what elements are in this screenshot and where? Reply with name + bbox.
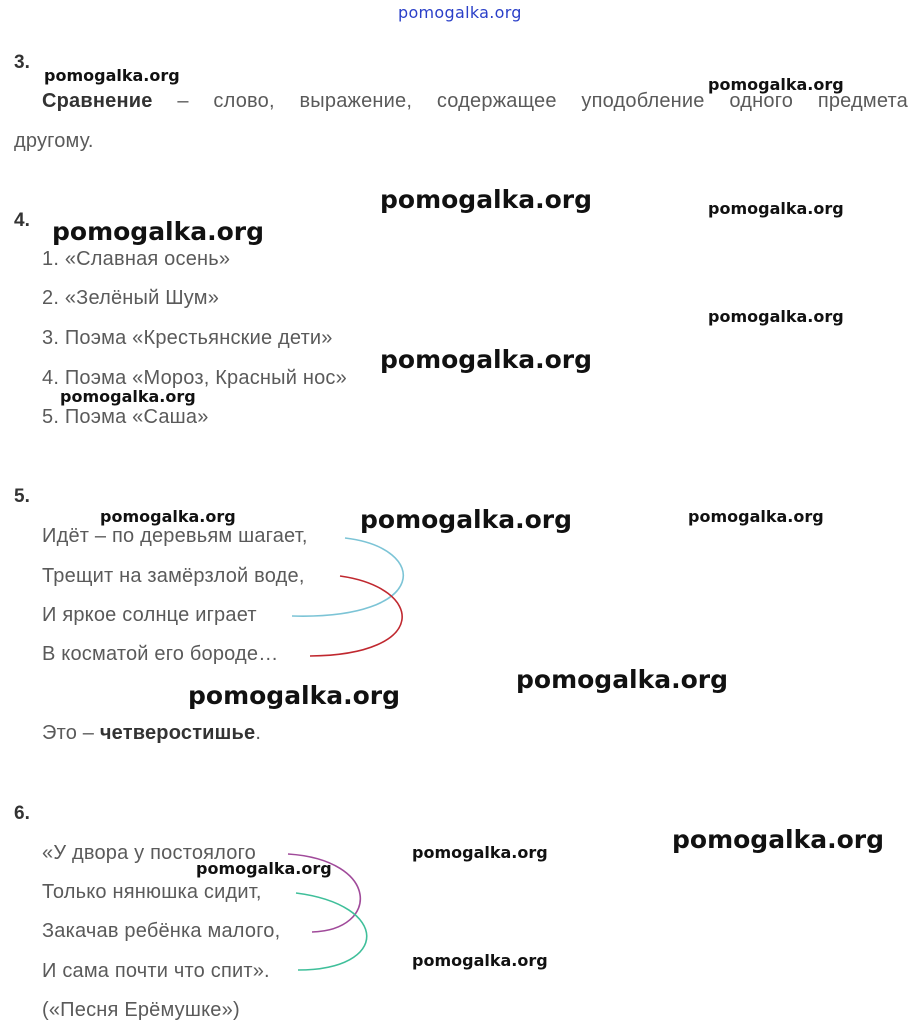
- poem-line: И сама почти что спит».: [42, 960, 270, 982]
- poem-line: И яркое солнце играет: [42, 604, 257, 626]
- watermark: pomogalka.org: [708, 199, 844, 218]
- conclusion-term: четверостишье: [99, 722, 256, 744]
- watermark: pomogalka.org: [672, 825, 885, 854]
- watermark: pomogalka.org: [44, 66, 180, 85]
- rhyme-arc-red: [310, 576, 402, 656]
- definition-text: – слово, выражение, содержащее уподобление одного предмета: [152, 90, 908, 112]
- watermark: pomogalka.org: [52, 217, 265, 246]
- watermark: pomogalka.org: [60, 387, 196, 406]
- watermark: pomogalka.org: [188, 681, 401, 710]
- poem-line: В косматой его бороде…: [42, 643, 279, 665]
- list-item: 5. Поэма «Саша»: [42, 406, 209, 428]
- watermark: pomogalka.org: [412, 843, 548, 862]
- conclusion-prefix: Это –: [42, 722, 100, 744]
- section-number-3: 3.: [14, 52, 30, 73]
- list-item: 1. «Славная осень»: [42, 248, 231, 270]
- poem-line: Идёт – по деревьям шагает,: [42, 525, 308, 547]
- watermark: pomogalka.org: [380, 185, 593, 214]
- watermark: pomogalka.org: [196, 859, 332, 878]
- conclusion-suffix: .: [255, 722, 262, 744]
- definition-line-2: другому.: [14, 130, 94, 152]
- conclusion-line: [42, 722, 261, 745]
- watermark: pomogalka.org: [708, 307, 844, 326]
- watermark: pomogalka.org: [516, 665, 729, 694]
- header-watermark: pomogalka.org: [398, 3, 522, 22]
- list-item: 3. Поэма «Крестьянские дети»: [42, 327, 333, 349]
- list-item: 4. Поэма «Мороз, Красный нос»: [42, 367, 347, 389]
- definition-term: Сравнение: [42, 90, 153, 112]
- poem-line: Трещит на замёрзлой воде,: [42, 565, 305, 587]
- watermark: pomogalka.org: [688, 507, 824, 526]
- list-item: 2. «Зелёный Шум»: [42, 287, 220, 309]
- section-number-4: 4.: [14, 210, 30, 231]
- rhyme-arc-blue: [292, 538, 403, 616]
- poem-line: Закачав ребёнка малого,: [42, 920, 281, 942]
- section-number-5: 5.: [14, 486, 30, 507]
- rhyme-arc-green: [296, 893, 367, 970]
- poem-line: «У двора у постоялого: [42, 842, 256, 864]
- watermark: pomogalka.org: [380, 345, 593, 374]
- section-number-6: 6.: [14, 803, 30, 824]
- watermark: pomogalka.org: [100, 507, 236, 526]
- watermark: pomogalka.org: [708, 75, 844, 94]
- poem-line: Только нянюшка сидит,: [42, 881, 262, 903]
- watermark: pomogalka.org: [360, 505, 573, 534]
- watermark: pomogalka.org: [412, 951, 548, 970]
- poem-source: («Песня Ерёмушке»): [42, 999, 240, 1021]
